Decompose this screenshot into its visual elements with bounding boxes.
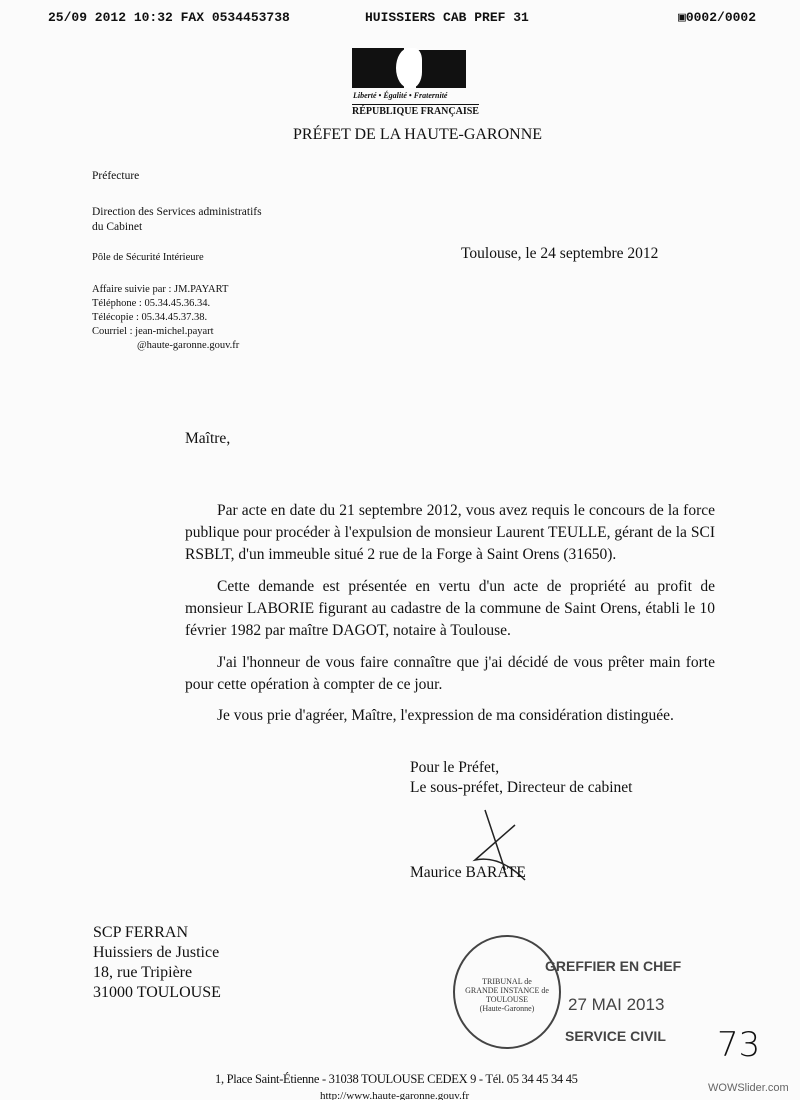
salutation: Maître, (185, 430, 231, 447)
paragraph-2: Cette demande est présentée en vertu d'un acte de propriété au profit de monsieur LABORIE figurant au cadastre de la commune de Saint Orens, établi le 10 février 1982 par maître DAGOT, notaire à Toulouse. (185, 578, 715, 639)
stamp-date: 27 MAI 2013 (568, 995, 665, 1014)
footer-web: http://www.haute-garonne.gouv.fr (320, 1090, 470, 1100)
footer-address: 1, Place Saint-Étienne - 31038 TOULOUSE CEDEX 9 - Tél. 05 34 45 34 45 (215, 1072, 578, 1086)
sender-direction: Direction des Services administratifs du Cabinet (92, 206, 262, 233)
fax-header-right (678, 10, 756, 25)
page-mark: 73 (717, 1025, 761, 1065)
marianne-logo (352, 48, 466, 88)
court-stamp: TRIBUNAL de GRANDE INSTANCE de TOULOUSE (Haute-Garonne) (453, 935, 561, 1049)
sender-contact: Affaire suivie par : JM.PAYART Téléphone : 05.34.45.36.34. Télécopie : 05.34.45.37.38. Courriel : jean-michel.payart @haute-garonne.gouv.fr (92, 284, 240, 351)
place-date: Toulouse, le 24 septembre 2012 (461, 245, 659, 262)
stamp-service: SERVICE CIVIL (565, 1028, 666, 1044)
fax-header-center: HUISSIERS CAB PREF 31 (365, 10, 529, 25)
fax-header-left: 25/09 2012 10:32 FAX 0534453738 (48, 10, 290, 25)
signatory-name: Maurice BARATE (410, 864, 526, 881)
sender-pole: Pôle de Sécurité Intérieure (92, 252, 204, 263)
paragraph-1: Par acte en date du 21 septembre 2012, vous avez requis le concours de la force publique pour procéder à l'expulsion de monsieur Laurent TEULLE, gérant de la SCI RSBLT, d'un immeuble situé 2 rue de la Forge à Saint Orens (31650). (185, 502, 715, 563)
logo-motto: Liberté • Égalité • Fraternité (353, 91, 448, 100)
logo-country: RÉPUBLIQUE FRANÇAISE (352, 106, 479, 117)
paragraph-4: Je vous prie d'agréer, Maître, l'expression de ma considération distinguée. (217, 707, 674, 724)
fax-page-icon: ▣ (678, 10, 686, 25)
stamp-greffier: GREFFIER EN CHEF (545, 958, 682, 974)
watermark: WOWSlider.com (708, 1082, 789, 1094)
fax-page-count: 0002/0002 (685, 10, 757, 25)
paragraph-3: J'ai l'honneur de vous faire connaître que j'ai décidé de vous prêter main forte pour cette opération à compter de ce jour. (185, 654, 715, 693)
recipient-address: SCP FERRAN Huissiers de Justice 18, rue Tripière 31000 TOULOUSE (93, 924, 221, 1001)
signature-block: Pour le Préfet, Le sous-préfet, Directeur de cabinet (410, 759, 633, 796)
letter-title: PRÉFET DE LA HAUTE-GARONNE (293, 126, 543, 143)
sender-dept: Préfecture (92, 170, 140, 182)
